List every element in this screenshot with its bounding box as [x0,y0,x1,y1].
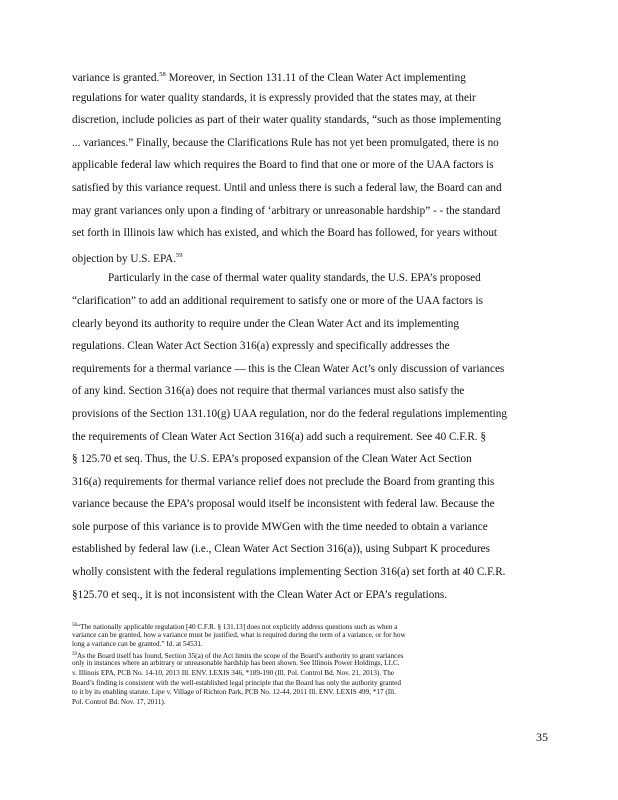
body-line-text: sole purpose of this variance is to provide MWGen with the time needed to obtain a variance [72,520,488,533]
footnotes [72,621,544,707]
body-line [72,335,542,358]
body-line-text: satisfied by this variance request. Until and unless there is such a federal law, the Board can and [72,181,502,194]
page-number: 35 [536,730,548,744]
footnote-line [72,669,544,679]
body-line-text: of any kind. Section 316(a) does not require that thermal variances must also satisfy the [72,385,465,398]
body-line-text: §125.70 et seq., it is not inconsistent with the Clean Water Act or EPA’s regulations. [72,588,448,601]
body-line [72,109,542,132]
body-line [72,177,542,200]
body-line-text: regulations. Clean Water Act Section 316(a) expressly and specifically addresses the [72,340,450,353]
body-line [72,313,542,336]
footnote-text: only in instances where an arbitrary or unreasonable hardship has been shown. See Illinois Power Holdings, LLC. [72,659,400,668]
footnote-line [72,621,544,631]
body-line-text: set forth in Illinois law which has existed, and which the Board has followed, for years without [72,227,498,240]
body-line [72,132,542,155]
body-line-text: Particularly in the case of thermal water quality standards, the U.S. EPA’s proposed [108,272,481,285]
body-line [72,267,542,290]
body-line-text: 316(a) requirements for thermal variance relief does not preclude the Board from granting this [72,475,495,488]
footnote-text: Board’s finding is consistent with the well-established legal principle that the Board has only the authority granted [72,678,401,687]
body-line-text: variance is granted. [72,72,160,84]
body-line [72,87,542,110]
body-line-text: objection by U.S. EPA. [72,252,177,265]
body-line [72,154,542,177]
footnote-line [72,659,544,669]
footnote-line [72,698,544,708]
body-line [72,358,542,381]
footnote-text: v. Illinois EPA, PCB No. 14-10, 2013 Ill. ENV. LEXIS 346, *189-190 (Ill. Pol. Control Bd. Nov. 21, 2013). The [72,668,394,677]
body-line-text: requirements for a thermal variance — this is the Clean Water Act’s only discussion of variances [72,362,505,375]
body-line-text: clearly beyond its authority to require under the Clean Water Act and its implementing [72,317,459,330]
footnote-text: to it by its enabling statute. Lipe v. Village of Richton Park, PCB No. 12-44, 2011 Ill. ENV. LEXIS 499, *17 (Ill. [72,688,396,697]
body-line [72,222,542,245]
footnote-reference[interactable]: 58 [159,71,166,78]
body-line-text: discretion, include policies as part of their water quality standards, “such as those implementing [72,114,502,127]
footnote-line [72,640,544,650]
footnote-text: long a variance can be granted.” Id. at 54531. [72,640,203,649]
body-line [72,538,542,561]
footnote-text: variance can be granted, how a variance must be justified, what is required during the term of a variance, or for how [72,630,406,639]
body-line [72,448,542,471]
footnote-line [72,650,544,660]
body-line [72,403,542,426]
body-line-text: provisions of the Section 131.10(g) UAA regulation, nor do the federal regulations implementing [72,407,507,420]
body-line-text: applicable federal law which requires the Board to find that one or more of the UAA factors is [72,159,494,172]
footnote-line [72,679,544,689]
body-line-text: wholly consistent with the federal regulations implementing Section 316(a) set forth at 40 C.F.R. [72,566,506,579]
body-line [72,290,542,313]
body-line [72,64,542,87]
body-line-text: regulations for water quality standards, it is expressly provided that the states may, at their [72,91,476,104]
body-line [72,471,542,494]
footnote-line [72,631,544,641]
body-line-text: may grant variances only upon a finding of ‘arbitrary or unreasonable hardship” - - the standard [72,204,501,217]
body-line-text: variance because the EPA’s proposal would itself be inconsistent with federal law. Because the [72,498,495,511]
body-line-text: “clarification” to add an additional requirement to satisfy one or more of the UAA factors is [72,294,484,307]
footnote-text: Pol. Control Bd. Nov. 17, 2011). [72,697,166,706]
body-line [72,200,542,223]
body-line-text: established by federal law (i.e., Clean Water Act Section 316(a)), using Subpart K procedures [72,543,490,556]
body-line [72,426,542,449]
body-line-text: ... variances.” Finally, because the Clarifications Rule has not yet been promulgated, there is no [72,136,499,149]
body-line [72,516,542,539]
body-line-text-after: Moreover, in Section 131.11 of the Clean Water Act implementing [165,72,466,84]
footnote-line [72,688,544,698]
body-line [72,493,542,516]
body-line [72,245,542,268]
body-line-text: § 125.70 et seq. Thus, the U.S. EPA’s proposed expansion of the Clean Water Act Section [72,453,472,466]
body-line [72,380,542,403]
footnote-number: 58 [72,623,77,628]
body-line [72,584,542,607]
body-line [72,561,542,584]
footnote-number: 59 [72,651,77,657]
footnote-reference[interactable]: 59 [176,251,183,259]
body-line-text: the requirements of Clean Water Act Section 316(a) add such a requirement. See 40 C.F.R. § [72,430,486,443]
body-text [72,64,542,606]
footnote-text: “The nationally applicable regulation [40 C.F.R. § 131.13] does not explicitly address questions such as when a [77,623,398,631]
footnote-text: As the Board itself has found, Section 35(a) of the Act limits the scope of the Board’s authority to grant variances [77,651,404,660]
